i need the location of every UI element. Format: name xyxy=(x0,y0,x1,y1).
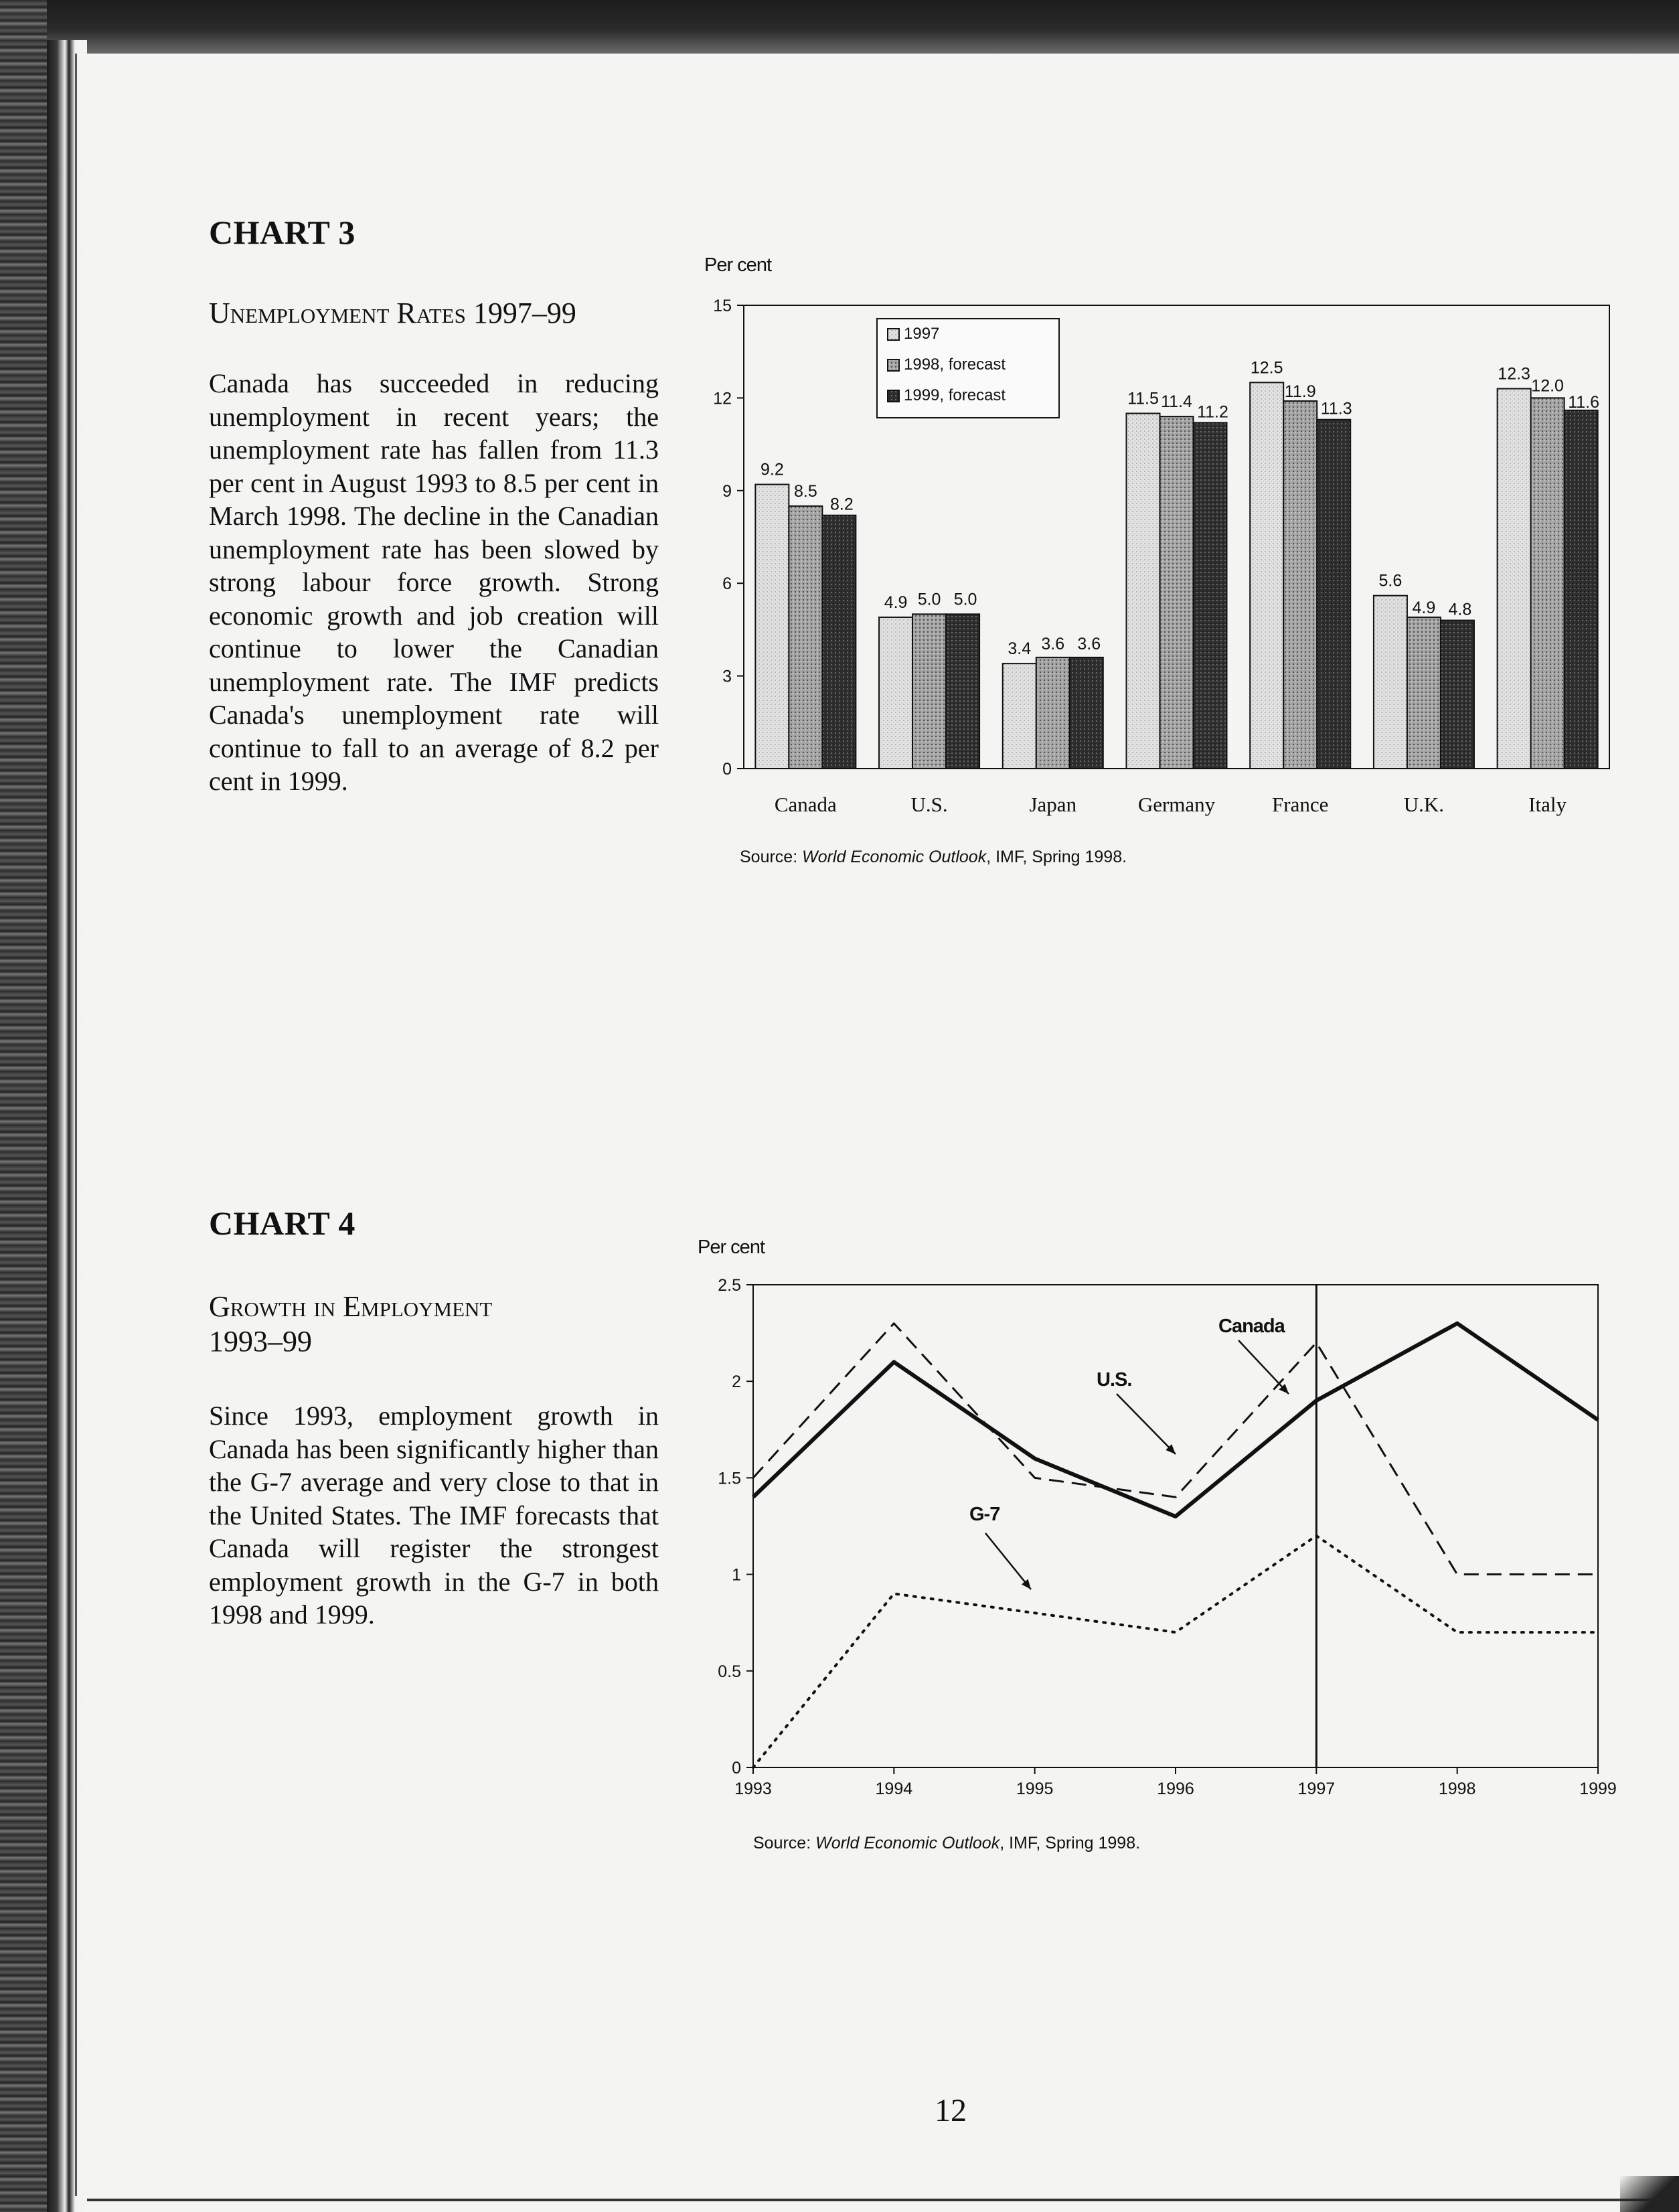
chart3-category-label: Japan xyxy=(1029,793,1077,816)
chart3-category-label: Canada xyxy=(774,793,837,816)
page-binding-edge xyxy=(47,40,87,2212)
chart3-bar-value-label: 11.5 xyxy=(1127,389,1159,408)
chart3-category-label: Italy xyxy=(1528,793,1567,816)
chart3-bar xyxy=(1441,621,1474,769)
chart3-bar xyxy=(1407,617,1441,769)
chart3-bar-value-label: 11.6 xyxy=(1568,392,1600,412)
chart4-series-label: U.S. xyxy=(1097,1369,1132,1391)
scan-border-bottom xyxy=(87,2199,1679,2201)
chart4-source: Source: World Economic Outlook, IMF, Spring 1998. xyxy=(753,1834,1141,1852)
chart3-bar-value-label: 3.6 xyxy=(1041,634,1065,653)
chart4-plot-frame xyxy=(753,1285,1598,1767)
chart3-bar xyxy=(1565,410,1598,769)
chart3-bar xyxy=(1160,416,1194,769)
chart3-bar-value-label: 5.0 xyxy=(953,590,977,609)
chart3-bar-value-label: 5.6 xyxy=(1378,571,1403,590)
chart3-legend-entry: 1999, forecast xyxy=(904,386,1006,404)
chart4-label-arrow xyxy=(1238,1340,1289,1394)
chart4-y-tick-label: 2.5 xyxy=(718,1276,741,1295)
chart3-bar-value-label: 3.6 xyxy=(1077,634,1101,653)
page-edge-line xyxy=(75,54,77,2196)
chart3-y-tick-label: 12 xyxy=(713,389,732,408)
chart4-subtitle-line1: Growth in Employment xyxy=(209,1290,493,1323)
chart3-bar xyxy=(1070,657,1103,769)
chart3-bar xyxy=(1127,413,1160,769)
chart4-x-tick-label: 1995 xyxy=(1016,1780,1054,1798)
chart3-bar-value-label: 4.9 xyxy=(1412,598,1436,617)
chart3-bar xyxy=(1498,389,1531,769)
chart3-bar-value-label: 11.9 xyxy=(1284,382,1316,402)
chart4-unit-label: Per cent xyxy=(698,1237,765,1258)
chart3-bar-value-label: 3.4 xyxy=(1008,639,1032,659)
scan-border-top xyxy=(0,0,1679,54)
chart4-series-label: G-7 xyxy=(969,1504,1000,1525)
chart3-bar-value-label: 12.5 xyxy=(1250,358,1283,378)
chart3-bar-value-label: 4.8 xyxy=(1448,600,1472,619)
chart4-x-tick-label: 1994 xyxy=(875,1780,913,1798)
chart3-bar xyxy=(1036,657,1070,769)
chart3-bar xyxy=(789,506,822,769)
chart3-bar-value-label: 12.3 xyxy=(1498,364,1530,384)
chart4-line-chart xyxy=(669,1218,1620,1861)
chart3-bar-chart xyxy=(669,241,1620,884)
chart4-x-tick-label: 1999 xyxy=(1579,1780,1617,1798)
chart3-bar xyxy=(1283,401,1317,769)
chart3-bar-value-label: 11.3 xyxy=(1320,399,1352,418)
chart3-bar xyxy=(822,516,856,769)
chart3-unit-label: Per cent xyxy=(704,254,771,276)
chart3-y-tick-label: 6 xyxy=(722,574,732,594)
chart4-y-tick-label: 0 xyxy=(732,1759,741,1778)
chart4-x-tick-label: 1997 xyxy=(1297,1780,1336,1798)
chart3-bar-value-label: 4.9 xyxy=(884,592,908,612)
chart3-bar-value-label: 8.2 xyxy=(829,495,854,514)
chart3-heading: CHART 3 xyxy=(209,214,355,251)
chart4-y-tick-label: 2 xyxy=(732,1372,741,1392)
chart4-subtitle-line2: 1993–99 xyxy=(209,1325,312,1358)
chart3-bar xyxy=(755,485,789,769)
chart3-y-tick-label: 15 xyxy=(713,297,732,315)
chart3-bar-value-label: 5.0 xyxy=(917,590,941,609)
chart3-legend-swatch xyxy=(888,360,899,371)
chart3-category-label: France xyxy=(1272,793,1329,816)
chart3-bar-value-label: 9.2 xyxy=(760,460,784,479)
chart3-bar-value-label: 8.5 xyxy=(793,481,817,501)
chart4-label-arrow xyxy=(1117,1394,1176,1454)
chart3-subtitle: Unemployment Rates 1997–99 xyxy=(209,297,576,329)
chart3-paragraph: Canada has succeeded in reducing unemployment in recent years; the unemployment rate has fallen from 11.3 per cent in August 1993 to 8.5 per cent in March 1998. The decline in the Canadian unemployment rate has been slowed by strong labour force growth. Strong economic growth and job creation will continue to lower the Canadian unemployment rate. The IMF predicts Canada's unemployment rate will continue to fall to an average of 8.2 per cent in 1999. xyxy=(209,368,659,796)
chart3-category-label: U.S. xyxy=(910,793,948,816)
chart4-x-tick-label: 1996 xyxy=(1157,1780,1194,1798)
chart3-bar-value-label: 11.4 xyxy=(1161,392,1192,412)
scan-corner xyxy=(1620,2176,1679,2212)
chart3-source: Source: World Economic Outlook, IMF, Spring 1998. xyxy=(740,848,1127,866)
chart4-y-tick-label: 1.5 xyxy=(718,1469,741,1488)
chart3-bar xyxy=(1317,420,1350,769)
chart3-bar-value-label: 12.0 xyxy=(1531,376,1564,396)
chart3-legend-swatch xyxy=(888,390,899,402)
chart3-legend-swatch xyxy=(888,329,899,340)
chart3-y-tick-label: 3 xyxy=(722,667,732,686)
chart4-y-tick-label: 1 xyxy=(732,1565,741,1585)
page-number: 12 xyxy=(935,2093,967,2128)
chart4-series-line-g7 xyxy=(753,1536,1598,1767)
chart3-bar xyxy=(1003,663,1036,769)
chart3-bar xyxy=(1374,596,1407,769)
chart3-y-tick-label: 9 xyxy=(722,481,732,501)
chart4-x-tick-label: 1998 xyxy=(1438,1780,1476,1798)
chart4-heading: CHART 4 xyxy=(209,1204,355,1242)
chart3-bar xyxy=(1194,422,1227,769)
chart4-y-tick-label: 0.5 xyxy=(718,1662,741,1681)
chart3-bar xyxy=(879,617,912,769)
chart3-bar xyxy=(912,614,946,769)
chart3-category-label: Germany xyxy=(1137,793,1216,816)
chart4-paragraph: Since 1993, employment growth in Canada has been significantly higher than the G-7 average and very close to that in the United States. The IMF forecasts that Canada will register the strongest employment growth in the G-7 in both 1998 and 1999. xyxy=(209,1401,659,1630)
chart4-series-line-us xyxy=(753,1324,1598,1516)
chart3-bar-value-label: 11.2 xyxy=(1197,402,1228,422)
chart4-subtitle xyxy=(209,1289,664,1359)
scan-border-left xyxy=(0,0,47,2212)
chart3-y-tick-label: 0 xyxy=(722,760,732,779)
chart3-bar xyxy=(1250,382,1283,769)
chart4-x-tick-label: 1993 xyxy=(734,1780,772,1798)
chart3-legend-entry: 1998, forecast xyxy=(904,356,1006,374)
chart3-bar xyxy=(946,614,979,769)
chart3-bar xyxy=(1531,398,1565,769)
chart4-series-label: Canada xyxy=(1218,1316,1285,1337)
chart3-category-label: U.K. xyxy=(1403,793,1445,816)
chart4-label-arrow xyxy=(985,1533,1031,1589)
chart4-series-line-canada xyxy=(753,1324,1598,1575)
chart3-legend-entry: 1997 xyxy=(904,325,940,343)
